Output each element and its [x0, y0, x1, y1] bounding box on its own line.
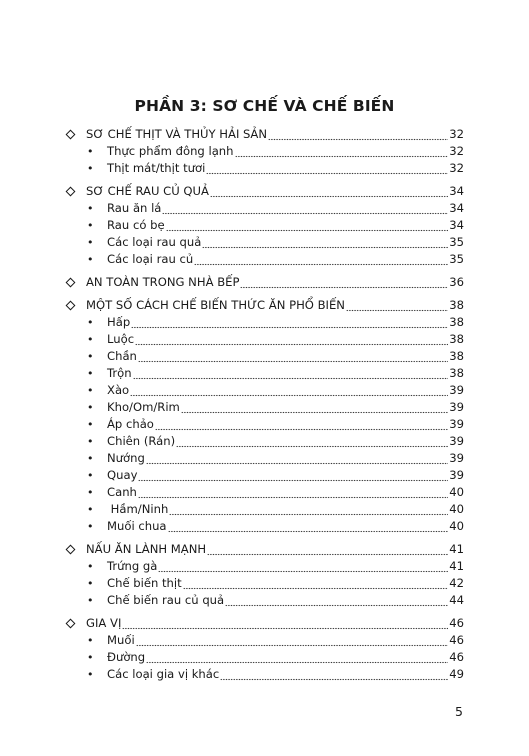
toc-page-number: 40 [449, 502, 464, 516]
toc-item[interactable] [66, 314, 464, 331]
bullet-icon: • [87, 435, 94, 448]
toc-item[interactable] [66, 632, 464, 649]
toc-page-number: 39 [449, 451, 464, 465]
toc-page-number: 38 [449, 366, 464, 380]
toc-label: SƠ CHẾ RAU CỦ QUẢ [86, 184, 209, 198]
diamond-bullet-icon [66, 615, 86, 632]
dot-leader [207, 541, 448, 558]
toc-item[interactable] [66, 501, 464, 518]
toc-page-number: 38 [449, 332, 464, 346]
toc-label: Thịt mát/thịt tươi [107, 161, 206, 175]
diamond-bullet-icon [66, 126, 86, 143]
bullet-icon: • [87, 219, 94, 232]
toc-page-number: 42 [449, 576, 464, 590]
bullet-icon: • [87, 651, 94, 664]
bullet-icon: • [87, 384, 94, 397]
bullet-icon: • [87, 367, 94, 380]
toc-page-number: 34 [449, 201, 464, 215]
toc-label: Các loại rau củ [107, 252, 194, 266]
toc-item[interactable] [66, 575, 464, 592]
toc-label: Kho/Om/Rim [107, 400, 180, 414]
bullet-icon: • [87, 560, 94, 573]
dot-leader [166, 217, 449, 234]
dot-leader [225, 592, 448, 609]
toc-item[interactable] [66, 217, 464, 234]
toc-label: Áp chảo [107, 417, 154, 431]
bullet-icon: • [87, 401, 94, 414]
toc-page-number: 38 [449, 349, 464, 363]
toc-label: AN TOÀN TRONG NHÀ BẾP [86, 275, 240, 289]
toc-label: Chế biến rau củ quả [107, 593, 225, 607]
toc-page-number: 34 [449, 218, 464, 232]
toc-item[interactable] [66, 251, 464, 268]
toc-label: Muối [107, 633, 135, 647]
bullet-icon: • [87, 594, 94, 607]
dot-leader [130, 382, 448, 399]
dot-leader [220, 666, 448, 683]
dot-leader [169, 501, 448, 518]
toc-item[interactable] [66, 450, 464, 467]
toc-item[interactable] [66, 518, 464, 535]
dot-leader [210, 183, 448, 200]
bullet-icon: • [87, 253, 94, 266]
toc-page-number: 46 [449, 616, 464, 630]
toc-item[interactable] [66, 558, 464, 575]
toc-label: NẤU ĂN LÀNH MẠNH [86, 542, 207, 556]
dot-leader [202, 234, 448, 251]
toc-page-number: 44 [449, 593, 464, 607]
bullet-icon: • [87, 520, 94, 533]
toc-label: Chần [107, 349, 137, 363]
dot-leader [138, 348, 448, 365]
toc-item[interactable] [66, 592, 464, 609]
bullet-icon: • [87, 145, 94, 158]
dot-leader [146, 649, 448, 666]
toc-item[interactable] [66, 399, 464, 416]
toc-item[interactable] [66, 234, 464, 251]
toc-label: SƠ CHẾ THỊT VÀ THỦY HẢI SẢN [86, 127, 268, 141]
dot-leader [138, 484, 448, 501]
toc-item[interactable] [66, 433, 464, 450]
dot-leader [138, 467, 448, 484]
toc-label: Các loại rau quả [107, 235, 202, 249]
toc-label: Rau có bẹ [107, 218, 165, 232]
toc-label: Đường [107, 650, 146, 664]
bullet-icon: • [87, 202, 94, 215]
toc-item[interactable] [66, 160, 464, 177]
toc-page-number: 40 [449, 485, 464, 499]
toc-section-4[interactable] [66, 297, 464, 314]
toc-page-number: 39 [449, 383, 464, 397]
toc-page-number: 39 [449, 468, 464, 482]
toc-page-number: 32 [449, 127, 464, 141]
toc-page-number: 32 [449, 144, 464, 158]
toc-section-3[interactable] [66, 274, 464, 291]
toc-page-number: 38 [449, 298, 464, 312]
toc-page-number: 49 [449, 667, 464, 681]
dot-leader [158, 558, 448, 575]
toc-label: Chiên (Rán) [107, 434, 176, 448]
toc-label: Các loại gia vị khác [107, 667, 220, 681]
diamond-bullet-icon [66, 541, 86, 558]
toc-item[interactable] [66, 200, 464, 217]
toc-item[interactable] [66, 416, 464, 433]
toc-label: Nướng [107, 451, 145, 465]
diamond-bullet-icon [66, 274, 86, 291]
toc-label: Hầm/Ninh [107, 502, 169, 516]
dot-leader [136, 632, 449, 649]
bullet-icon: • [87, 350, 94, 363]
toc-item[interactable] [66, 666, 464, 683]
toc-label: Trộn [107, 366, 132, 380]
dot-leader [133, 365, 449, 382]
dot-leader [183, 575, 449, 592]
bullet-icon: • [87, 333, 94, 346]
bullet-icon: • [87, 469, 94, 482]
toc-label: Muối chua [107, 519, 167, 533]
toc-section-1[interactable] [66, 126, 464, 143]
toc-label: Xào [107, 383, 130, 397]
toc-page-number: 41 [449, 542, 464, 556]
toc-item[interactable] [66, 143, 464, 160]
toc-label: Quay [107, 468, 138, 482]
toc-page-number: 35 [449, 235, 464, 249]
dot-leader [181, 399, 448, 416]
toc-label: GIA VỊ [86, 616, 122, 630]
toc-item[interactable] [66, 467, 464, 484]
toc-label: Luộc [107, 332, 135, 346]
dot-leader [268, 126, 448, 143]
toc-label: MỘT SỐ CÁCH CHẾ BIẾN THỨC ĂN PHỔ BIẾN [86, 298, 345, 312]
dot-leader [235, 143, 449, 160]
page-title: PHẦN 3: SƠ CHẾ VÀ CHẾ BIẾN [134, 97, 395, 115]
bullet-icon: • [87, 162, 94, 175]
dot-leader [122, 615, 448, 632]
toc-page-number: 35 [449, 252, 464, 266]
bullet-icon: • [87, 452, 94, 465]
toc-label: Trứng gà [107, 559, 158, 573]
bullet-icon: • [87, 668, 94, 681]
dot-leader [346, 297, 448, 314]
toc-item[interactable] [66, 484, 464, 501]
toc-item[interactable] [66, 649, 464, 666]
toc-page-number: 40 [449, 519, 464, 533]
bullet-icon: • [87, 634, 94, 647]
toc-page-number: 38 [449, 315, 464, 329]
toc-item[interactable] [66, 331, 464, 348]
dot-leader [176, 433, 448, 450]
diamond-bullet-icon [66, 183, 86, 200]
bullet-icon: • [87, 316, 94, 329]
toc-label: Canh [107, 485, 137, 499]
toc-section-2[interactable] [66, 183, 464, 200]
toc-label: Chế biến thịt [107, 576, 182, 590]
toc-label: Thực phẩm đông lạnh [107, 144, 234, 158]
toc-page-number: 39 [449, 434, 464, 448]
toc-item[interactable] [66, 382, 464, 399]
bullet-icon: • [87, 486, 94, 499]
toc-page-number: 39 [449, 400, 464, 414]
dot-leader [162, 200, 448, 217]
toc-item[interactable] [66, 348, 464, 365]
toc-section-6[interactable] [66, 615, 464, 632]
dot-leader [131, 314, 448, 331]
table-of-contents [66, 126, 464, 683]
dot-leader [194, 251, 448, 268]
toc-item[interactable] [66, 365, 464, 382]
toc-section-5[interactable] [66, 541, 464, 558]
dot-leader [168, 518, 449, 535]
dot-leader [135, 331, 448, 348]
toc-page-number: 34 [449, 184, 464, 198]
diamond-bullet-icon [66, 297, 86, 314]
bullet-icon: • [87, 236, 94, 249]
dot-leader [206, 160, 448, 177]
bullet-icon: • [87, 577, 94, 590]
toc-label: Hấp [107, 315, 131, 329]
dot-leader [240, 274, 448, 291]
page-number: 5 [455, 704, 463, 719]
bullet-icon: • [87, 418, 94, 431]
dot-leader [155, 416, 448, 433]
dot-leader [146, 450, 448, 467]
toc-page-number: 36 [449, 275, 464, 289]
toc-page-number: 39 [449, 417, 464, 431]
toc-page-number: 46 [449, 633, 464, 647]
toc-page-number: 32 [449, 161, 464, 175]
bullet-icon: • [87, 503, 94, 516]
toc-page-number: 41 [449, 559, 464, 573]
toc-page-number: 46 [449, 650, 464, 664]
toc-label: Rau ăn lá [107, 201, 162, 215]
